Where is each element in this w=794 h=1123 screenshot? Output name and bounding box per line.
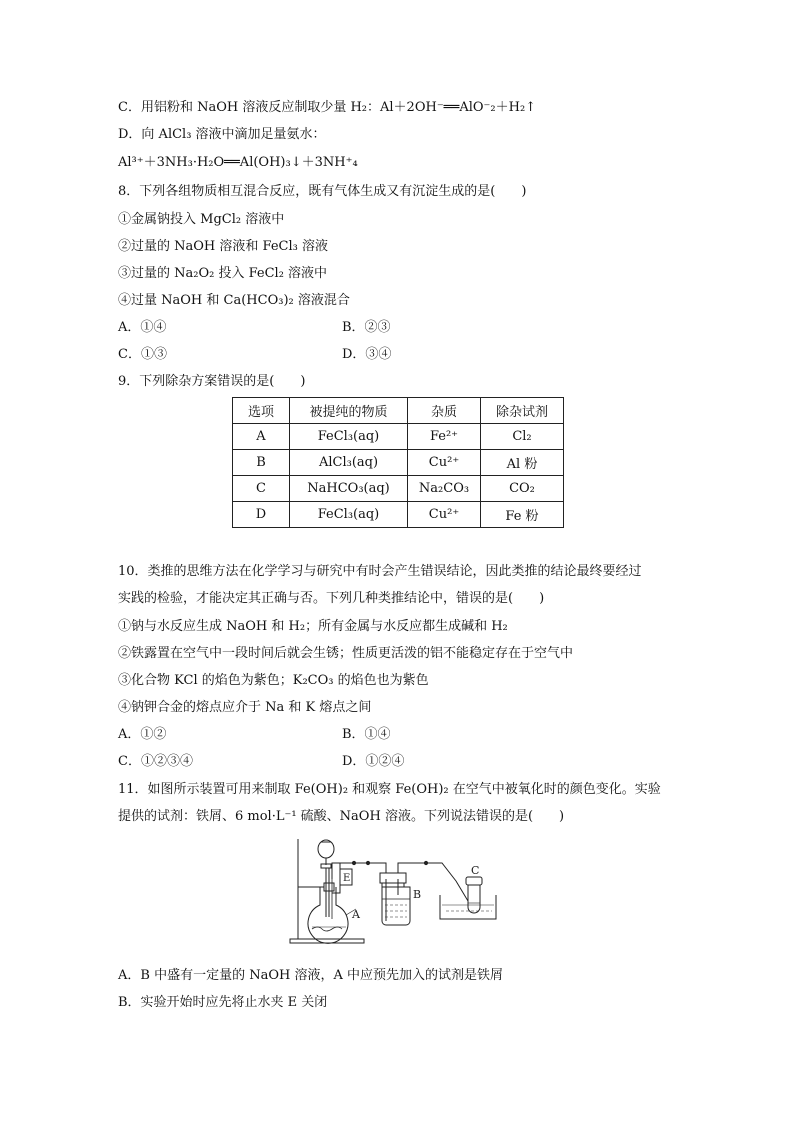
q8-item-2: ②过量的 NaOH 溶液和 FeCl₃ 溶液 bbox=[118, 239, 328, 254]
q10-item-3: ③化合物 KCl 的焰色为紫色；K₂CO₃ 的焰色也为紫色 bbox=[118, 673, 429, 688]
table-header: 被提纯的物质 bbox=[290, 398, 408, 424]
table-header: 选项 bbox=[233, 398, 290, 424]
table-cell: NaHCO₃(aq) bbox=[290, 476, 408, 502]
question-11-line-1: 11．如图所示装置可用来制取 Fe(OH)₂ 和观察 Fe(OH)₂ 在空气中被氧化时的颜色变化。实验 bbox=[118, 782, 661, 797]
label-a: A bbox=[352, 908, 360, 921]
table-cell: Fe 粉 bbox=[481, 502, 564, 528]
question-8: 8．下列各组物质相互混合反应，既有气体生成又有沉淀生成的是( ) bbox=[118, 184, 527, 199]
option-d-line: D．向 AlCl₃ 溶液中滴加足量氨水： bbox=[118, 127, 326, 142]
table-cell: Na₂CO₃ bbox=[408, 476, 481, 502]
table-header: 杂质 bbox=[408, 398, 481, 424]
table-cell: C bbox=[233, 476, 290, 502]
purification-table bbox=[232, 397, 564, 528]
q8-option-b: B．②③ bbox=[342, 320, 391, 335]
q11-option-a: A．B 中盛有一定量的 NaOH 溶液，A 中应预先加入的试剂是铁屑 bbox=[118, 968, 503, 983]
q8-item-1: ①金属钠投入 MgCl₂ 溶液中 bbox=[118, 212, 285, 227]
table-header: 除杂试剂 bbox=[481, 398, 564, 424]
table-cell: Cl₂ bbox=[481, 424, 564, 450]
q8-item-4: ④过量 NaOH 和 Ca(HCO₃)₂ 溶液混合 bbox=[118, 293, 350, 308]
table-row bbox=[233, 450, 564, 476]
label-e: E bbox=[343, 873, 351, 884]
q8-option-c: C．①③ bbox=[118, 347, 167, 362]
q10-option-b: B．①④ bbox=[342, 727, 391, 742]
table-row bbox=[233, 424, 564, 450]
table-cell: AlCl₃(aq) bbox=[290, 450, 408, 476]
table-cell: Al 粉 bbox=[481, 450, 564, 476]
trough-c bbox=[440, 877, 496, 919]
bottle-b bbox=[380, 873, 410, 925]
q10-option-a: A．①② bbox=[118, 727, 167, 742]
table-cell: A bbox=[233, 424, 290, 450]
iron-stand bbox=[290, 839, 364, 943]
flask-a bbox=[308, 879, 356, 943]
q8-item-3: ③过量的 Na₂O₂ 投入 FeCl₂ 溶液中 bbox=[118, 266, 328, 281]
q10-item-2: ②铁露置在空气中一段时间后就会生锈；性质更活泼的铝不能稳定存在于空气中 bbox=[118, 646, 574, 661]
label-c: C bbox=[471, 864, 480, 877]
table-cell: CO₂ bbox=[481, 476, 564, 502]
table-cell: Fe²⁺ bbox=[408, 424, 481, 450]
q10-item-4: ④钠钾合金的熔点应介于 Na 和 K 熔点之间 bbox=[118, 700, 372, 715]
q10-option-d: D．①②④ bbox=[342, 754, 405, 769]
table-row bbox=[233, 476, 564, 502]
option-c-line: C．用铝粉和 NaOH 溶液反应制取少量 H₂：Al＋2OH⁻══AlO⁻₂＋H₂↑ bbox=[118, 100, 537, 115]
table-cell: Cu²⁺ bbox=[408, 502, 481, 528]
table-cell: Cu²⁺ bbox=[408, 450, 481, 476]
table-cell: B bbox=[233, 450, 290, 476]
equation-line: Al³⁺＋3NH₃·H₂O══Al(OH)₃↓＋3NH⁺₄ bbox=[118, 155, 358, 170]
q8-option-a: A．①④ bbox=[118, 320, 167, 335]
table-cell: D bbox=[233, 502, 290, 528]
label-b: B bbox=[413, 888, 422, 901]
apparatus-figure bbox=[288, 835, 506, 947]
table-row bbox=[233, 502, 564, 528]
table-header-row bbox=[233, 398, 564, 424]
q10-item-1: ①钠与水反应生成 NaOH 和 H₂；所有金属与水反应都生成碱和 H₂ bbox=[118, 619, 508, 634]
q8-option-d: D．③④ bbox=[342, 347, 392, 362]
question-10-line-1: 10．类推的思维方法在化学学习与研究中有时会产生错误结论，因此类推的结论最终要经过 bbox=[118, 564, 642, 579]
table-cell: FeCl₃(aq) bbox=[290, 502, 408, 528]
question-10-line-2: 实践的检验，才能决定其正确与否。下列几种类推结论中，错误的是( ) bbox=[118, 591, 545, 606]
q11-option-b: B．实验开始时应先将止水夹 E 关闭 bbox=[118, 995, 328, 1010]
question-9: 9．下列除杂方案错误的是( ) bbox=[118, 374, 306, 389]
question-11-line-2: 提供的试剂：铁屑、6 mol·L⁻¹ 硫酸、NaOH 溶液。下列说法错误的是( ) bbox=[118, 809, 565, 824]
q10-option-c: C．①②③④ bbox=[118, 754, 193, 769]
table-cell: FeCl₃(aq) bbox=[290, 424, 408, 450]
